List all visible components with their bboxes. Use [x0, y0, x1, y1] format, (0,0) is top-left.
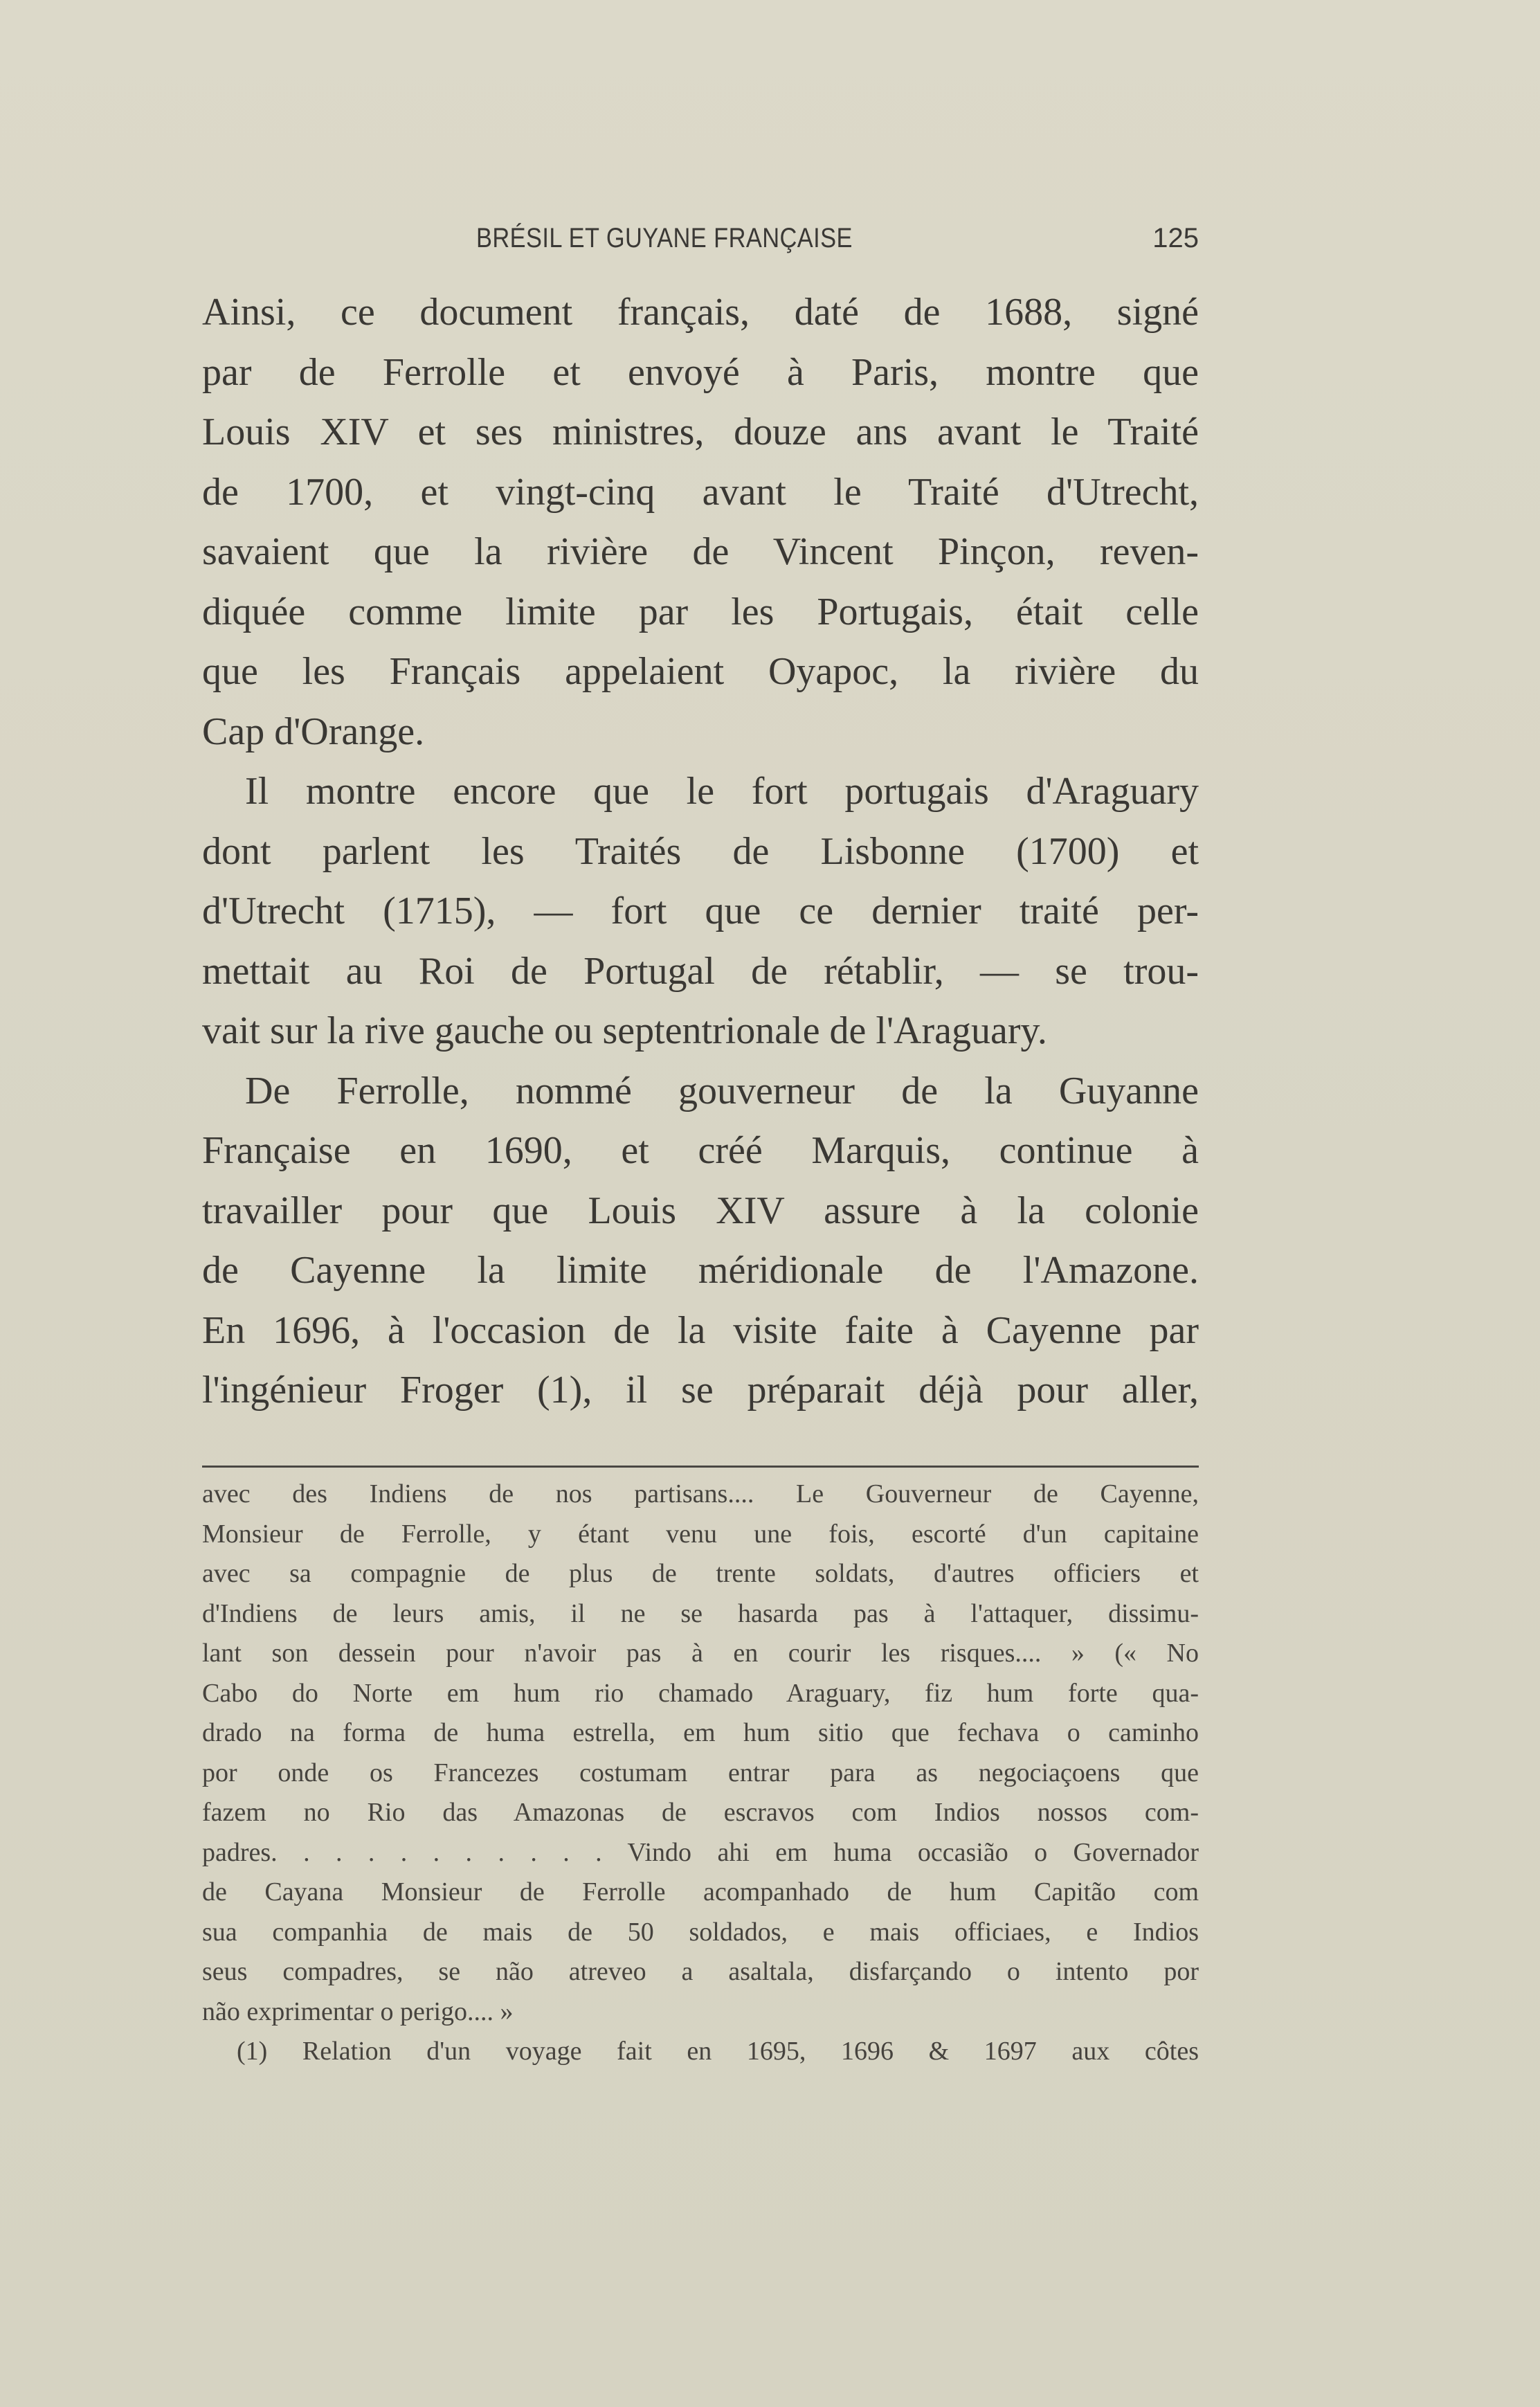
- text-line: Il montre encore que le fort portugais d'Araguary: [245, 770, 1199, 813]
- footnote-line: avec sa compagnie de plus de trente soldats, d'autres officiers et: [202, 1559, 1199, 1588]
- text-line: Française en 1690, et créé Marquis, continue à: [202, 1129, 1199, 1172]
- page-header: [202, 223, 1199, 262]
- footnote-line: fazem no Rio das Amazonas de escravos com Indios nossos com-: [202, 1798, 1199, 1827]
- footnote-line: por onde os Francezes costumam entrar para as negociaçoens que: [202, 1758, 1199, 1787]
- text-line: Louis XIV et ses ministres, douze ans avant le Traité: [202, 411, 1199, 453]
- footnote-line: seus compadres, se não atreveo a asaltala, disfarçando o intento por: [202, 1957, 1199, 1986]
- footnote-line: Cabo do Norte em hum rio chamado Araguary, fiz hum forte qua-: [202, 1678, 1199, 1708]
- text-line: mettait au Roi de Portugal de rétablir, — se trou-: [202, 949, 1199, 993]
- text-line: savaient que la rivière de Vincent Pinçon, reven-: [202, 530, 1199, 573]
- main-text: [202, 282, 1199, 1421]
- footnote-line: não exprimentar o perigo.... »: [202, 1996, 514, 2026]
- text-line: de Cayenne la limite méridionale de l'Amazone.: [202, 1249, 1199, 1292]
- text-line: dont parlent les Traités de Lisbonne (1700) et: [202, 829, 1199, 873]
- footnote-line: (1) Relation d'un voyage fait en 1695, 1696 & 1697 aux côtes: [237, 2037, 1199, 2066]
- text-line: par de Ferrolle et envoyé à Paris, montre que: [202, 350, 1199, 394]
- text-line: travailler pour que Louis XIV assure à la colonie: [202, 1189, 1199, 1232]
- text-line: De Ferrolle, nommé gouverneur de la Guyanne: [245, 1069, 1199, 1112]
- footnote-line: avec des Indiens de nos partisans.... Le Gouverneur de Cayenne,: [202, 1479, 1199, 1508]
- text-line: Ainsi, ce document français, daté de 1688, signé: [202, 291, 1199, 334]
- footnote-line: de Cayana Monsieur de Ferrolle acompanhado de hum Capitão com: [202, 1877, 1199, 1906]
- text-line: diquée comme limite par les Portugais, était celle: [202, 590, 1199, 633]
- text-line: de 1700, et vingt-cinq avant le Traité d'Utrecht,: [202, 470, 1199, 514]
- footnote-line: d'Indiens de leurs amis, il ne se hasarda pas à l'attaquer, dissimu-: [202, 1598, 1199, 1628]
- text-line: l'ingénieur Froger (1), il se préparait déjà pour aller,: [202, 1369, 1199, 1412]
- footnote-line: drado na forma de huma estrella, em hum sitio que fechava o caminho: [202, 1718, 1199, 1747]
- page-number: 125: [1152, 223, 1199, 253]
- text-line: d'Utrecht (1715), — fort que ce dernier traité per-: [202, 890, 1199, 932]
- footnotes: [202, 1475, 1199, 2072]
- footnote-line: lant son dessein pour n'avoir pas à en courir les risques.... » (« No: [202, 1639, 1199, 1668]
- footnote-divider: [202, 1466, 1199, 1468]
- footnote-line: Monsieur de Ferrolle, y étant venu une fois, escorté d'un capitaine: [202, 1519, 1199, 1549]
- text-line: que les Français appelaient Oyapoc, la rivière du: [202, 650, 1199, 693]
- text-line: En 1696, à l'occasion de la visite faite à Cayenne par: [202, 1308, 1199, 1352]
- footnote-line: padres. . . . . . . . . . . Vindo ahi em huma occasião o Governador: [202, 1837, 1199, 1867]
- footnote-line: sua companhia de mais de 50 soldados, e mais officiaes, e Indios: [202, 1917, 1199, 1947]
- text-line: vait sur la rive gauche ou septentrionale de l'Araguary.: [202, 1009, 1047, 1052]
- text-line: Cap d'Orange.: [202, 710, 425, 753]
- running-title: BRÉSIL ET GUYANE FRANÇAISE: [476, 223, 853, 253]
